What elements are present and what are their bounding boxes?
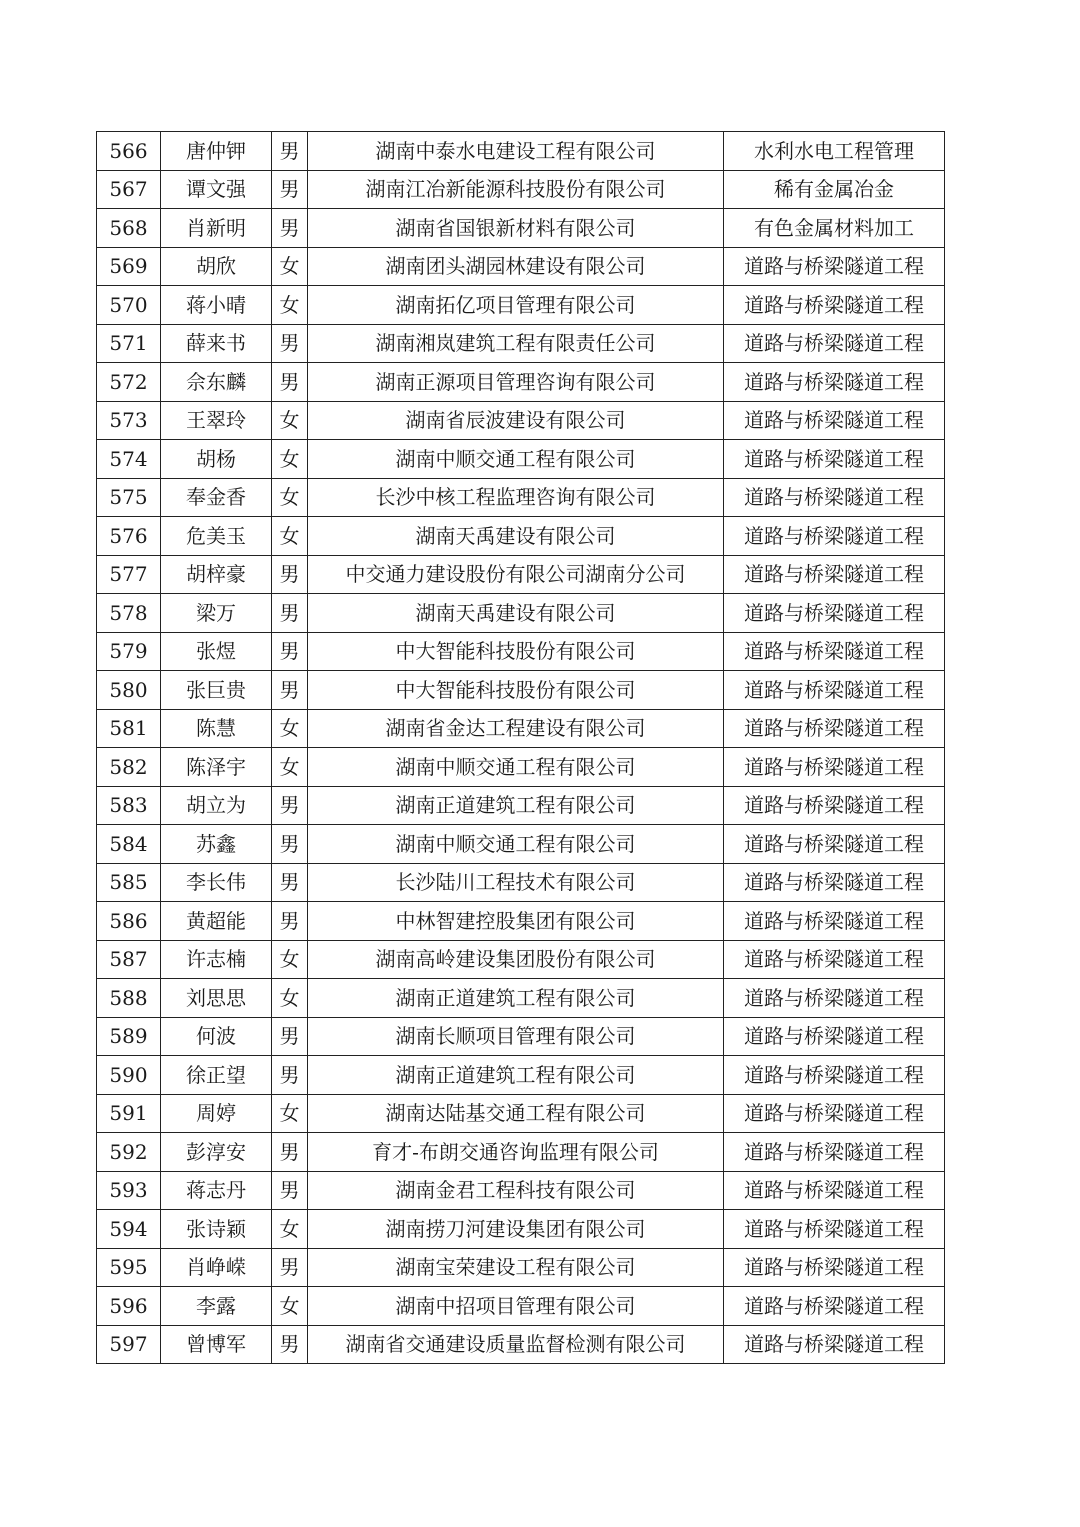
company-name-cell: 湖南正源项目管理咨询有限公司 xyxy=(308,363,724,402)
row-number-cell: 568 xyxy=(97,209,161,248)
row-number-cell: 586 xyxy=(97,902,161,941)
table-row xyxy=(97,1287,945,1326)
gender-cell: 男 xyxy=(272,1248,308,1287)
person-name-cell: 肖新明 xyxy=(161,209,272,248)
row-number-cell: 570 xyxy=(97,286,161,325)
company-name-cell: 中林智建控股集团有限公司 xyxy=(308,902,724,941)
gender-cell: 女 xyxy=(272,401,308,440)
person-name-cell: 刘思思 xyxy=(161,979,272,1018)
gender-cell: 女 xyxy=(272,940,308,979)
gender-cell: 女 xyxy=(272,1287,308,1326)
gender-cell: 女 xyxy=(272,1094,308,1133)
table-row xyxy=(97,1056,945,1095)
company-name-cell: 湖南金君工程科技有限公司 xyxy=(308,1171,724,1210)
specialty-cell: 道路与桥梁隧道工程 xyxy=(724,324,945,363)
company-name-cell: 中交通力建设股份有限公司湖南分公司 xyxy=(308,555,724,594)
table-row xyxy=(97,517,945,556)
specialty-cell: 道路与桥梁隧道工程 xyxy=(724,1017,945,1056)
specialty-cell: 水利水电工程管理 xyxy=(724,132,945,171)
company-name-cell: 湖南省辰波建设有限公司 xyxy=(308,401,724,440)
company-name-cell: 湖南省国银新材料有限公司 xyxy=(308,209,724,248)
table-row xyxy=(97,632,945,671)
specialty-cell: 道路与桥梁隧道工程 xyxy=(724,440,945,479)
specialty-cell: 道路与桥梁隧道工程 xyxy=(724,555,945,594)
table-row xyxy=(97,132,945,171)
company-name-cell: 湖南捞刀河建设集团有限公司 xyxy=(308,1210,724,1249)
row-number-cell: 577 xyxy=(97,555,161,594)
person-name-cell: 梁万 xyxy=(161,594,272,633)
row-number-cell: 591 xyxy=(97,1094,161,1133)
specialty-cell: 道路与桥梁隧道工程 xyxy=(724,1248,945,1287)
row-number-cell: 574 xyxy=(97,440,161,479)
specialty-cell: 道路与桥梁隧道工程 xyxy=(724,286,945,325)
specialty-cell: 道路与桥梁隧道工程 xyxy=(724,940,945,979)
gender-cell: 男 xyxy=(272,132,308,171)
row-number-cell: 575 xyxy=(97,478,161,517)
table-row xyxy=(97,440,945,479)
specialty-cell: 道路与桥梁隧道工程 xyxy=(724,748,945,787)
specialty-cell: 道路与桥梁隧道工程 xyxy=(724,786,945,825)
person-name-cell: 唐仲钾 xyxy=(161,132,272,171)
table-row xyxy=(97,363,945,402)
gender-cell: 男 xyxy=(272,632,308,671)
specialty-cell: 道路与桥梁隧道工程 xyxy=(724,478,945,517)
person-name-cell: 李长伟 xyxy=(161,863,272,902)
specialty-cell: 有色金属材料加工 xyxy=(724,209,945,248)
person-name-cell: 张巨贵 xyxy=(161,671,272,710)
row-number-cell: 578 xyxy=(97,594,161,633)
specialty-cell: 道路与桥梁隧道工程 xyxy=(724,517,945,556)
person-name-cell: 佘东麟 xyxy=(161,363,272,402)
person-name-cell: 胡欣 xyxy=(161,247,272,286)
gender-cell: 男 xyxy=(272,825,308,864)
table-row xyxy=(97,478,945,517)
specialty-cell: 道路与桥梁隧道工程 xyxy=(724,979,945,1018)
specialty-cell: 道路与桥梁隧道工程 xyxy=(724,1094,945,1133)
company-name-cell: 湖南团头湖园林建设有限公司 xyxy=(308,247,724,286)
company-name-cell: 湖南湘岚建筑工程有限责任公司 xyxy=(308,324,724,363)
specialty-cell: 道路与桥梁隧道工程 xyxy=(724,1056,945,1095)
table-row xyxy=(97,209,945,248)
person-name-cell: 何波 xyxy=(161,1017,272,1056)
company-name-cell: 湖南正道建筑工程有限公司 xyxy=(308,979,724,1018)
company-name-cell: 湖南正道建筑工程有限公司 xyxy=(308,786,724,825)
specialty-cell: 道路与桥梁隧道工程 xyxy=(724,1133,945,1172)
row-number-cell: 590 xyxy=(97,1056,161,1095)
gender-cell: 女 xyxy=(272,247,308,286)
row-number-cell: 592 xyxy=(97,1133,161,1172)
table-row xyxy=(97,1210,945,1249)
specialty-cell: 道路与桥梁隧道工程 xyxy=(724,902,945,941)
person-name-cell: 周婷 xyxy=(161,1094,272,1133)
table-row xyxy=(97,825,945,864)
row-number-cell: 587 xyxy=(97,940,161,979)
company-name-cell: 湖南江冶新能源科技股份有限公司 xyxy=(308,170,724,209)
gender-cell: 男 xyxy=(272,324,308,363)
company-name-cell: 湖南拓亿项目管理有限公司 xyxy=(308,286,724,325)
gender-cell: 男 xyxy=(272,1325,308,1364)
company-name-cell: 湖南省交通建设质量监督检测有限公司 xyxy=(308,1325,724,1364)
row-number-cell: 573 xyxy=(97,401,161,440)
company-name-cell: 湖南达陆基交通工程有限公司 xyxy=(308,1094,724,1133)
specialty-cell: 道路与桥梁隧道工程 xyxy=(724,363,945,402)
table-row xyxy=(97,1171,945,1210)
company-name-cell: 中大智能科技股份有限公司 xyxy=(308,632,724,671)
company-name-cell: 湖南中顺交通工程有限公司 xyxy=(308,440,724,479)
person-name-cell: 徐正望 xyxy=(161,1056,272,1095)
table-row xyxy=(97,1094,945,1133)
specialty-cell: 道路与桥梁隧道工程 xyxy=(724,671,945,710)
table-row xyxy=(97,671,945,710)
row-number-cell: 589 xyxy=(97,1017,161,1056)
gender-cell: 男 xyxy=(272,363,308,402)
gender-cell: 男 xyxy=(272,1171,308,1210)
person-name-cell: 张诗颖 xyxy=(161,1210,272,1249)
company-name-cell: 湖南高岭建设集团股份有限公司 xyxy=(308,940,724,979)
table-row xyxy=(97,1325,945,1364)
specialty-cell: 道路与桥梁隧道工程 xyxy=(724,594,945,633)
row-number-cell: 597 xyxy=(97,1325,161,1364)
table-row xyxy=(97,286,945,325)
row-number-cell: 569 xyxy=(97,247,161,286)
table-row xyxy=(97,940,945,979)
person-name-cell: 肖峥嵘 xyxy=(161,1248,272,1287)
company-name-cell: 湖南正道建筑工程有限公司 xyxy=(308,1056,724,1095)
table-row xyxy=(97,1133,945,1172)
roster-table-body xyxy=(97,132,945,1364)
table-row xyxy=(97,555,945,594)
person-name-cell: 曾博军 xyxy=(161,1325,272,1364)
person-name-cell: 王翠玲 xyxy=(161,401,272,440)
row-number-cell: 579 xyxy=(97,632,161,671)
table-row xyxy=(97,1248,945,1287)
gender-cell: 女 xyxy=(272,517,308,556)
table-row xyxy=(97,1017,945,1056)
table-row xyxy=(97,748,945,787)
company-name-cell: 湖南天禹建设有限公司 xyxy=(308,594,724,633)
gender-cell: 女 xyxy=(272,440,308,479)
table-row xyxy=(97,594,945,633)
gender-cell: 男 xyxy=(272,863,308,902)
row-number-cell: 572 xyxy=(97,363,161,402)
gender-cell: 男 xyxy=(272,1133,308,1172)
company-name-cell: 湖南中顺交通工程有限公司 xyxy=(308,825,724,864)
gender-cell: 女 xyxy=(272,478,308,517)
row-number-cell: 595 xyxy=(97,1248,161,1287)
person-name-cell: 彭淳安 xyxy=(161,1133,272,1172)
row-number-cell: 580 xyxy=(97,671,161,710)
company-name-cell: 育才-布朗交通咨询监理有限公司 xyxy=(308,1133,724,1172)
gender-cell: 男 xyxy=(272,1056,308,1095)
table-row xyxy=(97,979,945,1018)
specialty-cell: 道路与桥梁隧道工程 xyxy=(724,1287,945,1326)
specialty-cell: 道路与桥梁隧道工程 xyxy=(724,401,945,440)
specialty-cell: 道路与桥梁隧道工程 xyxy=(724,1325,945,1364)
person-name-cell: 胡杨 xyxy=(161,440,272,479)
specialty-cell: 稀有金属冶金 xyxy=(724,170,945,209)
gender-cell: 男 xyxy=(272,786,308,825)
row-number-cell: 583 xyxy=(97,786,161,825)
gender-cell: 男 xyxy=(272,671,308,710)
gender-cell: 女 xyxy=(272,979,308,1018)
company-name-cell: 湖南中顺交通工程有限公司 xyxy=(308,748,724,787)
gender-cell: 女 xyxy=(272,709,308,748)
row-number-cell: 571 xyxy=(97,324,161,363)
gender-cell: 女 xyxy=(272,748,308,787)
person-name-cell: 许志楠 xyxy=(161,940,272,979)
person-name-cell: 苏鑫 xyxy=(161,825,272,864)
row-number-cell: 581 xyxy=(97,709,161,748)
person-name-cell: 陈慧 xyxy=(161,709,272,748)
gender-cell: 男 xyxy=(272,555,308,594)
gender-cell: 女 xyxy=(272,286,308,325)
company-name-cell: 湖南宝荣建设工程有限公司 xyxy=(308,1248,724,1287)
person-name-cell: 蒋志丹 xyxy=(161,1171,272,1210)
row-number-cell: 584 xyxy=(97,825,161,864)
person-name-cell: 李露 xyxy=(161,1287,272,1326)
table-row xyxy=(97,709,945,748)
company-name-cell: 中大智能科技股份有限公司 xyxy=(308,671,724,710)
specialty-cell: 道路与桥梁隧道工程 xyxy=(724,632,945,671)
person-name-cell: 胡梓豪 xyxy=(161,555,272,594)
gender-cell: 女 xyxy=(272,1210,308,1249)
gender-cell: 男 xyxy=(272,594,308,633)
person-name-cell: 谭文强 xyxy=(161,170,272,209)
company-name-cell: 湖南中招项目管理有限公司 xyxy=(308,1287,724,1326)
roster-table xyxy=(96,131,945,1364)
company-name-cell: 湖南中泰水电建设工程有限公司 xyxy=(308,132,724,171)
table-row xyxy=(97,247,945,286)
specialty-cell: 道路与桥梁隧道工程 xyxy=(724,1210,945,1249)
table-row xyxy=(97,786,945,825)
specialty-cell: 道路与桥梁隧道工程 xyxy=(724,825,945,864)
person-name-cell: 黄超能 xyxy=(161,902,272,941)
company-name-cell: 长沙陆川工程技术有限公司 xyxy=(308,863,724,902)
row-number-cell: 588 xyxy=(97,979,161,1018)
person-name-cell: 张煜 xyxy=(161,632,272,671)
person-name-cell: 胡立为 xyxy=(161,786,272,825)
specialty-cell: 道路与桥梁隧道工程 xyxy=(724,1171,945,1210)
row-number-cell: 596 xyxy=(97,1287,161,1326)
gender-cell: 男 xyxy=(272,209,308,248)
person-name-cell: 危美玉 xyxy=(161,517,272,556)
specialty-cell: 道路与桥梁隧道工程 xyxy=(724,247,945,286)
gender-cell: 男 xyxy=(272,902,308,941)
row-number-cell: 567 xyxy=(97,170,161,209)
row-number-cell: 594 xyxy=(97,1210,161,1249)
specialty-cell: 道路与桥梁隧道工程 xyxy=(724,709,945,748)
row-number-cell: 585 xyxy=(97,863,161,902)
specialty-cell: 道路与桥梁隧道工程 xyxy=(724,863,945,902)
company-name-cell: 湖南天禹建设有限公司 xyxy=(308,517,724,556)
table-row xyxy=(97,170,945,209)
row-number-cell: 582 xyxy=(97,748,161,787)
row-number-cell: 576 xyxy=(97,517,161,556)
table-row xyxy=(97,902,945,941)
person-name-cell: 蒋小晴 xyxy=(161,286,272,325)
table-row xyxy=(97,401,945,440)
table-row xyxy=(97,863,945,902)
company-name-cell: 长沙中核工程监理咨询有限公司 xyxy=(308,478,724,517)
table-row xyxy=(97,324,945,363)
gender-cell: 男 xyxy=(272,170,308,209)
person-name-cell: 薛来书 xyxy=(161,324,272,363)
person-name-cell: 陈泽宇 xyxy=(161,748,272,787)
gender-cell: 男 xyxy=(272,1017,308,1056)
company-name-cell: 湖南长顺项目管理有限公司 xyxy=(308,1017,724,1056)
person-name-cell: 奉金香 xyxy=(161,478,272,517)
row-number-cell: 593 xyxy=(97,1171,161,1210)
company-name-cell: 湖南省金达工程建设有限公司 xyxy=(308,709,724,748)
row-number-cell: 566 xyxy=(97,132,161,171)
